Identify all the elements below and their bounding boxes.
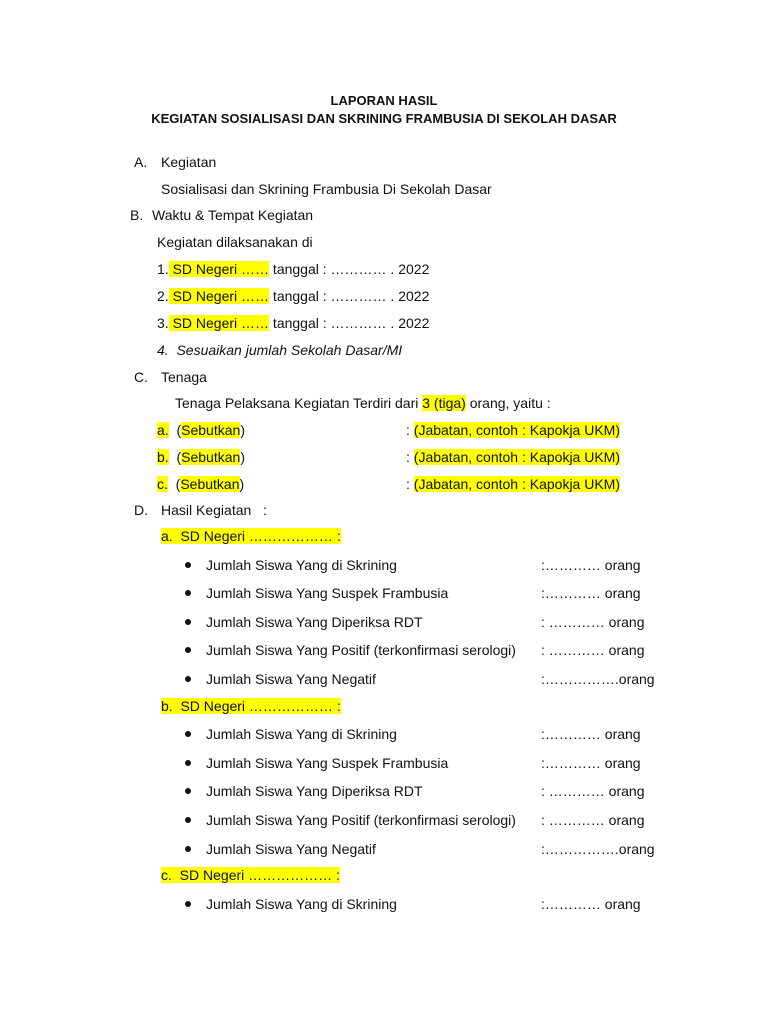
section-c-title: Tenaga	[161, 369, 207, 385]
section-c-intro: Tenaga Pelaksana Kegiatan Terdiri dari 3 (tiga) orang, yaitu :	[175, 395, 551, 411]
section-b-intro: Kegiatan dilaksanakan di	[157, 234, 313, 250]
schedule-item-2: 2. SD Negeri …… tanggal : ………… . 2022	[157, 288, 430, 304]
school-b-heading: b. SD Negeri ……………… :	[161, 698, 341, 714]
section-a-title: Kegiatan	[161, 154, 217, 170]
bullet	[185, 846, 191, 852]
report-subtitle: KEGIATAN SOSIALISASI DAN SKRINING FRAMBUSIA DI SEKOLAH DASAR	[151, 111, 617, 126]
staff-role-b: : (Jabatan, contoh : Kapokja UKM)	[406, 449, 621, 465]
schedule-note: 4. Sesuaikan jumlah Sekolah Dasar/MI	[157, 342, 403, 358]
staff-item-c: c. (Sebutkan)	[157, 476, 245, 492]
staff-role-a: : (Jabatan, contoh : Kapokja UKM)	[406, 422, 621, 438]
school-a-heading: a. SD Negeri ……………… :	[161, 528, 341, 544]
section-b-marker: B.	[130, 207, 144, 223]
result-value: :………… orang	[541, 755, 641, 771]
section-a-text: Sosialisasi dan Skrining Frambusia Di Sekolah Dasar	[161, 181, 492, 197]
bullet	[185, 562, 191, 568]
bullet	[185, 619, 191, 625]
result-label: Jumlah Siswa Yang Suspek Frambusia	[206, 755, 449, 771]
result-value: :…………….orang	[541, 841, 655, 857]
result-label: Jumlah Siswa Yang di Skrining	[206, 557, 397, 573]
result-value: :………… orang	[541, 726, 641, 742]
bullet	[185, 647, 191, 653]
bullet	[185, 788, 191, 794]
section-d-marker: D.	[134, 502, 148, 518]
result-value: : ………… orang	[541, 614, 645, 630]
result-value: :…………….orang	[541, 671, 655, 687]
school-name-highlight: SD Negeri ……	[168, 315, 270, 331]
result-label: Jumlah Siswa Yang Positif (terkonfirmasi serologi)	[206, 642, 516, 658]
result-value: :………… orang	[541, 896, 641, 912]
section-b-title: Waktu & Tempat Kegiatan	[152, 207, 314, 223]
result-label: Jumlah Siswa Yang Positif (terkonfirmasi serologi)	[206, 812, 516, 828]
bullet	[185, 731, 191, 737]
staff-count-highlight: 3 (tiga)	[422, 395, 466, 411]
result-value: : ………… orang	[541, 642, 645, 658]
result-label: Jumlah Siswa Yang Negatif	[206, 841, 376, 857]
result-label: Jumlah Siswa Yang Diperiksa RDT	[206, 614, 423, 630]
section-c-marker: C.	[134, 369, 148, 385]
result-label: Jumlah Siswa Yang Negatif	[206, 671, 376, 687]
section-a-marker: A.	[134, 154, 148, 170]
staff-item-a: a. (Sebutkan)	[157, 422, 245, 438]
result-label: Jumlah Siswa Yang di Skrining	[206, 896, 397, 912]
result-label: Jumlah Siswa Yang Diperiksa RDT	[206, 783, 423, 799]
schedule-item-1: 1. SD Negeri …… tanggal : ………… . 2022	[157, 261, 430, 277]
result-label: Jumlah Siswa Yang Suspek Frambusia	[206, 585, 449, 601]
bullet	[185, 817, 191, 823]
bullet	[185, 590, 191, 596]
bullet	[185, 901, 191, 907]
section-d-title: Hasil Kegiatan :	[161, 502, 267, 518]
result-label: Jumlah Siswa Yang di Skrining	[206, 726, 397, 742]
result-value: :………… orang	[541, 585, 641, 601]
bullet	[185, 760, 191, 766]
staff-role-c: : (Jabatan, contoh : Kapokja UKM)	[406, 476, 621, 492]
school-c-heading: c. SD Negeri ……………… :	[161, 867, 340, 883]
result-value: :………… orang	[541, 557, 641, 573]
result-value: : ………… orang	[541, 812, 645, 828]
result-value: : ………… orang	[541, 783, 645, 799]
staff-item-b: b. (Sebutkan)	[157, 449, 245, 465]
school-name-highlight: SD Negeri ……	[168, 261, 270, 277]
bullet	[185, 676, 191, 682]
report-title: LAPORAN HASIL	[330, 93, 438, 108]
schedule-item-3: 3. SD Negeri …… tanggal : ………… . 2022	[157, 315, 430, 331]
school-name-highlight: SD Negeri ……	[168, 288, 270, 304]
